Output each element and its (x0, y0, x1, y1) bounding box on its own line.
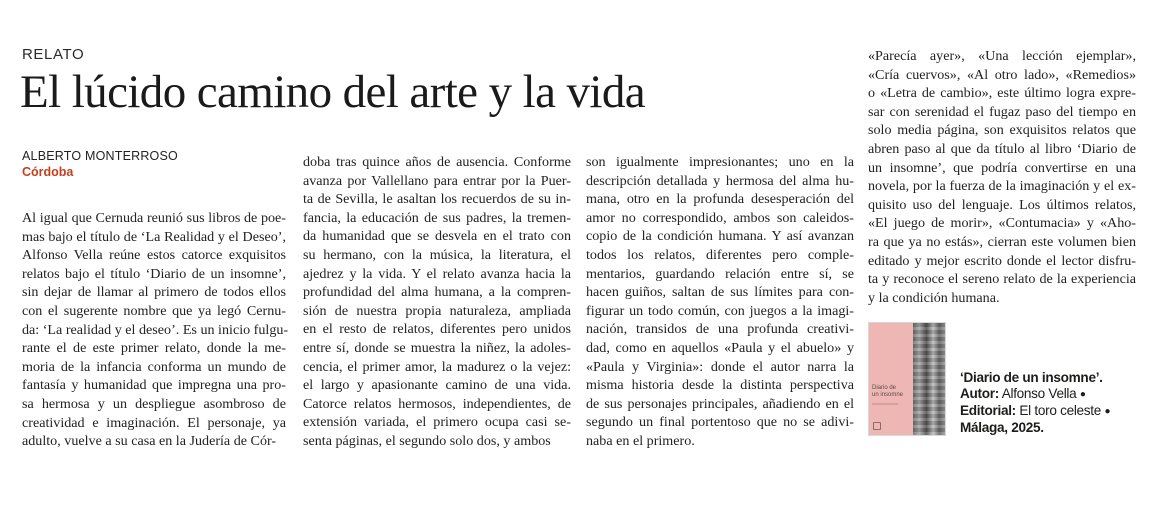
headline: El lúcido camino del arte y la vida (20, 66, 646, 118)
section-label: RELATO (22, 46, 85, 63)
text-line: nación, transidos de una profunda creativi- (586, 321, 854, 338)
text-line: sa hermosa y un despliegue asombroso de (22, 395, 286, 412)
text-line: son igualmente impresionantes; uno en la (586, 154, 854, 170)
text-line: «Cría cuervos», «Al otro lado», «Remedios» (868, 66, 1136, 83)
text-line: con el sugerente nombre que ya legó Cernu- (22, 302, 286, 319)
text-line: creatividad e imaginación. El personaje, ya (22, 414, 286, 431)
text-line: todos los relatos, diferentes pero comple- (586, 246, 854, 263)
text-line: misma historia desde la distinta perspectiva (586, 377, 854, 394)
text-line: un insomne’, que podría convertirse en una (868, 159, 1136, 176)
caption-author: Alfonso Vella (1001, 386, 1077, 401)
text-line: el largo y apasionante camino de una vida. (303, 377, 571, 394)
text-line: solo media página, son exquisitos relatos que (868, 122, 1136, 139)
text-line: sión de nuestra propia naturaleza, ampliada (303, 302, 571, 319)
text-line: profundidad del alma humana, a la compren- (303, 284, 571, 301)
text-line: ta de Sevilla, le asaltan los recuerdos de su in- (303, 191, 571, 208)
text-line: copio de la condición humana. Y así avanzan (586, 228, 854, 245)
text-line: avanza por Vallellano para entrar por la Puer- (303, 172, 571, 189)
text-line: sin dejar de llamar al primero de todos ellos (22, 284, 286, 301)
text-line: ajedrez y la vida. Y el relato avanza hacia la (303, 265, 571, 282)
bullet-icon: ● (1104, 406, 1111, 417)
text-line: de sus personajes principales, añadiendo en el (586, 395, 854, 412)
book-caption (960, 370, 1136, 436)
text-line: da: ‘La realidad y el deseo’. Es un inicio fulgu- (22, 321, 289, 338)
text-line: ta y reconoce el sereno relato de la experiencia (868, 271, 1136, 288)
caption-publisher: El toro celeste (1019, 403, 1102, 418)
text-line: mentarios, guardando relación entre sí, se (586, 265, 854, 282)
text-line: fancia, la educación de sus padres, la tremen- (303, 209, 571, 226)
text-line: dad, como en aquellos «Paula y el abuelo» y (586, 339, 854, 356)
caption-title: ‘Diario de un insomne’. (960, 370, 1103, 385)
text-line: y la condición humana. (868, 289, 1000, 306)
text-line: fantasía y humanidad que impregna una pro- (22, 377, 286, 394)
text-line: naba en el primero. (586, 432, 695, 449)
bullet-icon: ● (1079, 389, 1086, 400)
text-line: figurar un todo común, con juegos a la imagi- (586, 302, 854, 319)
text-line: amor no correspondido, ambos son caleidos- (586, 209, 854, 226)
text-line: moria de la infancia conforma un mundo de (22, 358, 286, 375)
article-column-1 (22, 209, 289, 451)
text-line: doba tras quince años de ausencia. Conforme (303, 154, 571, 170)
book-cover-photo-texture (913, 323, 945, 435)
text-line: hacen guiños, saltan de sus límites para con- (586, 284, 854, 301)
text-line: rante el de este primer relato, donde la me- (22, 340, 286, 357)
text-line: ra que ya no estás», cierran este volumen bien (868, 233, 1136, 250)
text-line: editado y mejor escrito donde el lector disfru- (868, 252, 1136, 269)
text-line: quisito uso del lenguaje. Los últimos relatos, (868, 196, 1136, 213)
text-line: Alfonso Vella reúne estos catorce exquisitos (22, 247, 286, 264)
text-line: «Parecía ayer», «Una lección ejemplar», (868, 48, 1136, 64)
book-cover-title-line: un insomne (872, 392, 904, 398)
article-column-4 (868, 47, 1136, 307)
publisher-logo-icon (873, 422, 881, 430)
book-cover-author-line (872, 403, 898, 405)
book-cover-title (872, 385, 912, 399)
text-line: cencia, el primer amor, la madurez o la vejez: (303, 358, 571, 375)
text-line: mana, otro en la profunda desesperación del (586, 191, 854, 208)
caption-author-label: Autor: (960, 386, 999, 401)
caption-publisher-label: Editorial: (960, 403, 1016, 418)
text-line: mas bajo el título de ‘La Realidad y el Deseo’, (22, 228, 286, 245)
text-line: extensión variada, el primero ocupa casi se- (303, 414, 571, 431)
text-line: senta páginas, el segundo solo dos, y ambos (303, 432, 551, 449)
book-cover-pink-panel (869, 323, 913, 435)
text-line: «El juego de morir», «Contumacia» y «Aho- (868, 215, 1136, 232)
text-line: «Paula y Virginia»: donde el autor narra la (586, 358, 854, 375)
book-cover-image (868, 322, 946, 436)
text-line: o «Letra de cambio», este último logra expre- (868, 85, 1136, 102)
text-line: da humanidad que se desvela en el trato con (303, 228, 571, 245)
author-name: ALBERTO MONTERROSO (22, 149, 178, 163)
text-line: descripción detallada y hermosa del alma hu- (586, 172, 854, 189)
caption-place-year: Málaga, 2025. (960, 420, 1044, 435)
article-column-3 (586, 153, 854, 451)
book-cover-title-line: Diario de (872, 385, 897, 391)
text-line: su hermano, con la música, la literatura, el (303, 246, 571, 263)
byline (22, 148, 178, 180)
text-line: relatos bajo el título ‘Diario de un insomne’, (22, 265, 286, 282)
text-line: entre sí, donde se muestra la niñez, la adoles- (303, 339, 571, 356)
article-column-2 (303, 153, 571, 451)
text-line: novela, por la fuerza de la imaginación y el ex- (868, 178, 1136, 195)
text-line: Catorce relatos hermosos, independientes, de (303, 395, 571, 412)
author-city: Córdoba (22, 165, 74, 179)
text-line: en el resto de relatos, diferentes pero unidos (303, 321, 571, 338)
text-line: Al igual que Cernuda reunió sus libros de poe- (22, 210, 286, 226)
text-line: abren paso al que da título al libro ‘Diario de (868, 140, 1136, 157)
text-line: adulto, vuelve a su casa en la Judería de Cór- (22, 433, 277, 450)
text-line: sar con serenidad el fugaz paso del tiempo en (868, 103, 1136, 120)
text-line: segundo un final portentoso que no se adivi- (586, 414, 854, 431)
